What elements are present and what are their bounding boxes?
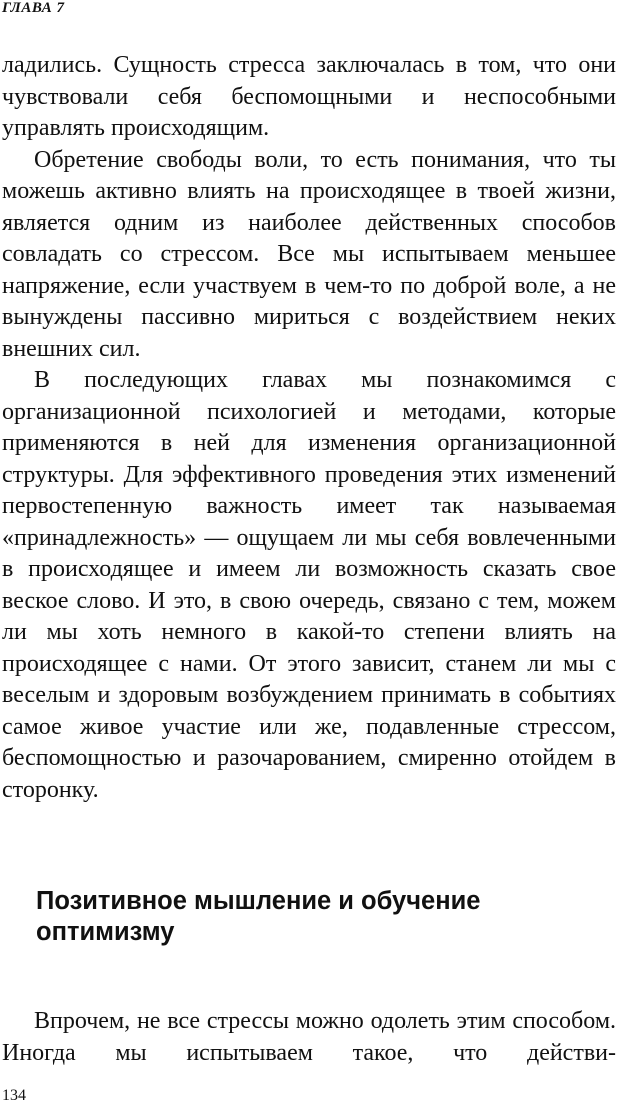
section-heading: Позитивное мышление и обучение оптимизму [36, 887, 481, 946]
body-text [2, 50, 616, 806]
paragraph-organizational-psychology: В последующих главах мы познакомимся с организационной психологией и методами, которые применяются в ней для изменения организационной структуры. Для эффективного проведения этих изменений первостепенную важность имеет так называемая «принадлежность» — ощущаем ли мы себя вовлеченными в происходящее и имеем ли возможность сказать свое веское слово. И это, в свою очередь, связано с тем, можем ли мы хоть немного в какой-то степени влиять на происходящее с нами. От этого зависит, станем ли мы с веселым и здоровым возбуждением принимать в событиях самое живое участие или же, подавленные стрессом, беспомощностью и разочарованием, смиренно отойдем в сторонку. [2, 367, 616, 803]
after-heading-text [2, 1006, 616, 1069]
page-number: 134 [2, 1087, 26, 1104]
running-head: ГЛАВА 7 [2, 0, 65, 16]
paragraph-after-heading: Впрочем, не все стрессы можно одолеть этим способом. Иногда мы испытываем такое, что действи- [2, 1008, 616, 1066]
paragraph-free-will: Обретение свободы воли, то есть понимания, что ты можешь активно влиять на происходящее в твоей жизни, является одним из наиболее действенных способов совладать со стрессом. Все мы испытываем меньшее напряжение, если участвуем в чем-то по доброй воле, а не вынуждены пассивно мириться с воздействием неких внешних сил. [2, 146, 616, 362]
paragraph-continuation: ладились. Сущность стресса заключалась в том, что они чувствовали себя беспомощными и неспособными управлять происходящим. [2, 52, 616, 141]
